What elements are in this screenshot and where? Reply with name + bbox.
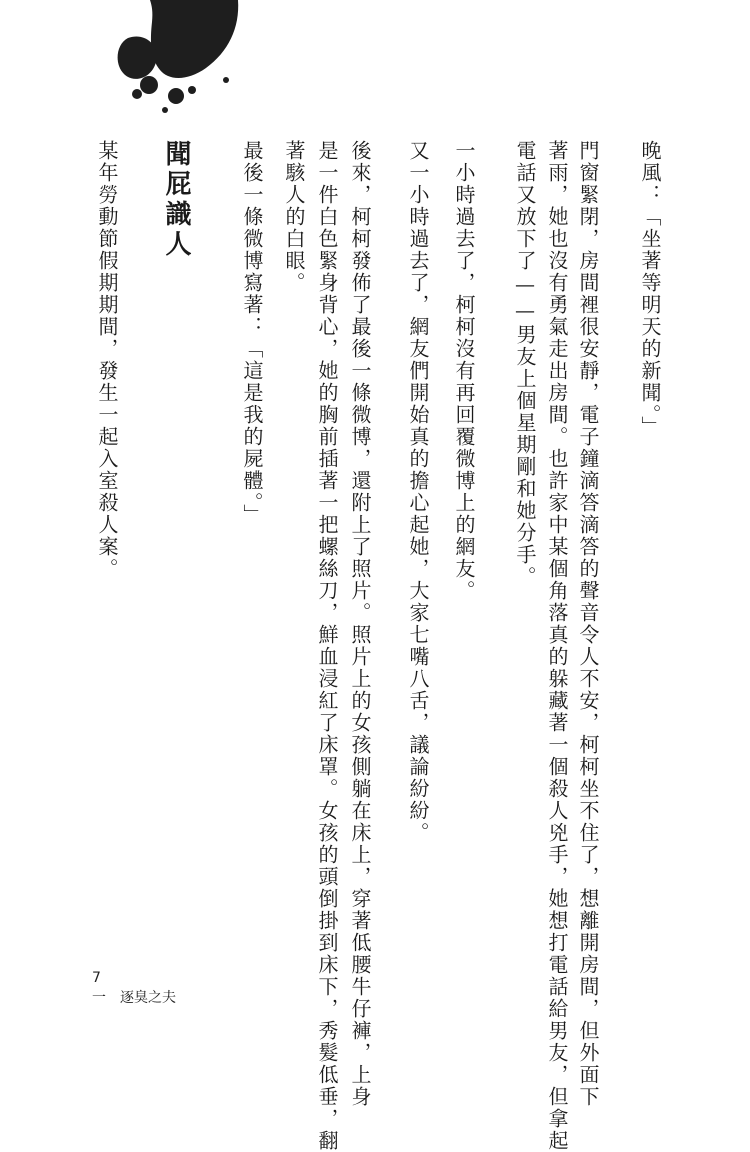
text-column-8: 是一件白色緊身背心，她的胸前插著一把螺絲刀，鮮血浸紅了床罩。女孩的頭倒掛到床下，秀髮低垂，翻 [315,140,339,1152]
ink-splash-icon [0,0,300,140]
text-column-4: 電話又放下了——男友上個星期剛和她分手。 [513,140,537,588]
text-column-3: 著雨，她也沒有勇氣走出房間。也許家中某個角落真的躲藏著一個殺人兇手，她想打電話給男友，但拿起 [545,140,569,1152]
text-column-6: 又一小時過去了，網友們開始真的擔心起她，大家七嘴八舌，議論紛紛。 [406,140,430,844]
text-column-2: 門窗緊閉，房間裡很安靜，電子鐘滴答滴答的聲音令人不安，柯柯坐不住了，想離開房間，但外面下 [576,140,600,1108]
page-footer [92,968,176,1008]
section-heading: 聞屁識人 [161,140,191,260]
text-column-5: 一小時過去了，柯柯沒有再回覆微博上的網友。 [452,140,476,602]
text-column-1: 晚風：「坐著等明天的新聞。」 [638,140,662,438]
running-title: 一 逐臭之夫 [92,990,176,1006]
text-column-11: 某年勞動節假期期間，發生一起入室殺人案。 [95,140,119,580]
page-number: 7 [92,970,101,986]
text-column-10: 最後一條微博寫著：「這是我的屍體。」 [240,140,264,526]
text-column-7: 後來，柯柯發佈了最後一條微博，還附上了照片。照片上的女孩側躺在床上，穿著低腰牛仔褲，上身 [348,140,372,1108]
text-column-9: 著駭人的白眼。 [282,140,306,294]
